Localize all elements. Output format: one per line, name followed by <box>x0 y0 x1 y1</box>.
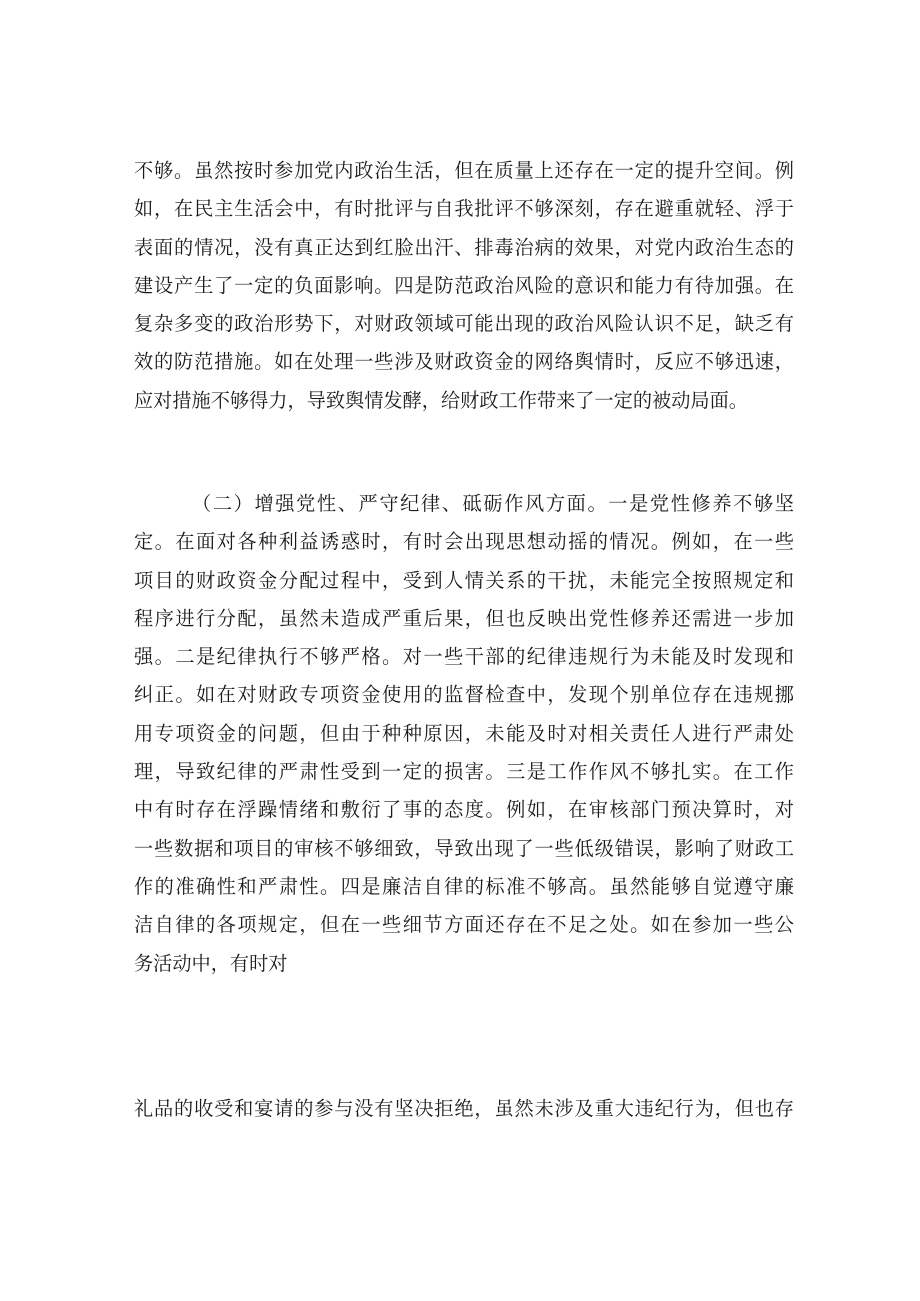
text-line: 效的防范措施。如在处理一些涉及财政资金的网络舆情时，反应不够迅速， <box>134 350 794 374</box>
text-line: 洁自律的各项规定，但在一些细节方面还存在不足之处。如在参加一些公 <box>134 913 794 937</box>
paragraph-political-life <box>134 152 794 420</box>
text-line: 纠正。如在对财政专项资金使用的监督检查中，发现个别单位存在违规挪 <box>134 683 794 707</box>
paragraph-continuation <box>134 1090 794 1128</box>
text-line: 定。在面对各种利益诱惑时，有时会出现思想动摇的情况。例如，在一些 <box>134 530 794 554</box>
text-line: 程序进行分配，虽然未造成严重后果，但也反映出党性修养还需进一步加 <box>134 606 794 630</box>
text-line: 表面的情况，没有真正达到红脸出汗、排毒治病的效果，对党内政治生态的 <box>134 235 794 259</box>
text-line: 中有时存在浮躁情绪和敷衍了事的态度。例如，在审核部门预决算时，对 <box>134 798 794 822</box>
text-line: 作的准确性和严肃性。四是廉洁自律的标准不够高。虽然能够自觉遵守廉 <box>134 874 794 898</box>
text-line: 用专项资金的问题，但由于种种原因，未能及时对相关责任人进行严肃处 <box>134 721 794 745</box>
text-line: 一些数据和项目的审核不够细致，导致出现了一些低级错误，影响了财政工 <box>134 836 794 860</box>
text-line: 务活动中，有时对 <box>134 951 288 975</box>
text-line: 礼品的收受和宴请的参与没有坚决拒绝，虽然未涉及重大违纪行为，但也存 <box>134 1097 794 1120</box>
section-heading-line: （二）增强党性、严守纪律、砥砺作风方面。一是党性修养不够坚 <box>192 492 794 515</box>
text-line: 项目的财政资金分配过程中，受到人情关系的干扰，未能完全按照规定和 <box>134 568 794 592</box>
text-line: 理，导致纪律的严肃性受到一定的损害。三是工作作风不够扎实。在工作 <box>134 760 794 784</box>
text-line: 建设产生了一定的负面影响。四是防范政治风险的意识和能力有待加强。在 <box>134 273 794 297</box>
paragraph-party-spirit-discipline <box>134 485 794 983</box>
text-line: 如，在民主生活会中，有时批评与自我批评不够深刻，存在避重就轻、浮于 <box>134 197 794 221</box>
text-line: 不够。虽然按时参加党内政治生活，但在质量上还存在一定的提升空间。例 <box>134 159 794 182</box>
text-line: 复杂多变的政治形势下，对财政领域可能出现的政治风险认识不足，缺乏有 <box>134 312 794 336</box>
text-line: 应对措施不够得力，导致舆情发酵，给财政工作带来了一定的被动局面。 <box>134 388 748 412</box>
text-line: 强。二是纪律执行不够严格。对一些干部的纪律违规行为未能及时发现和 <box>134 645 794 669</box>
